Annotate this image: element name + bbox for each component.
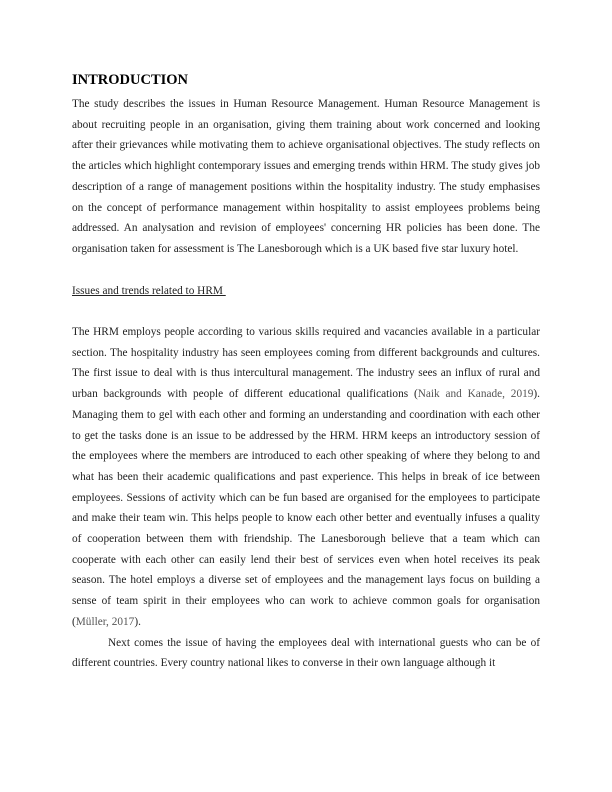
paragraph-spacer	[72, 301, 540, 322]
section-heading-introduction: INTRODUCTION	[72, 72, 189, 88]
document-page	[72, 70, 540, 674]
citation-naik-kanade: Naik and Kanade, 2019	[417, 388, 534, 401]
paragraph-international-guests: Next comes the issue of having the employees deal with international guests who can be of different countries. Every country national likes to converse in their own language although it	[72, 636, 540, 670]
paragraph-hrm-employs	[72, 322, 540, 633]
intro-paragraph: The study describes the issues in Human Resource Management. Human Resource Management is about recruiting people in an organisation, giving them training about work concerned and looking after their grievances while motivating them to achieve organisational objectives. The study reflects on the articles which highlight contemporary issues and emerging trends within HRM. The study gives job description of a range of management positions within the hospitality industry. The study emphasises on the concept of performance management within hospitality to assist employees problems being addressed. An analysation and revision of employees' concerning HR policies has been done. The organisation taken for assessment is The Lanesborough which is a UK based five star luxury hotel.	[72, 98, 541, 255]
paragraph-text: The HRM employs people according to various skills required and vacancies available in a particular section. The hospitality industry has seen employees coming from different backgrounds and cultures. The first issue to deal with is thus intercultural management. The industry sees an influx of rural and urban backgrounds with people of different educational qualifications (	[72, 326, 540, 401]
paragraph-text: ).	[134, 615, 141, 628]
subheading-issues-trends: Issues and trends related to HRM	[72, 284, 226, 297]
paragraph-text: ). Managing them to gel with each other and forming an understanding and coordination with each other to get the tasks done is an issue to be addressed by the HRM. HRM keeps an introductory session of the employees where the members are introduced to each other speaking of where they belong to and what has been their academic qualifications and past experience. This helps in break of ice between employees. Sessions of activity which can be fun based are organised for the employees to participate and make their team win. This helps people to know each other better and eventually infuses a quality of cooperation between them with friendship. The Lanesborough believe that a team which can cooperate with each other can easily lend their best of services even when hotel receives its peak season. The hotel employs a diverse set of employees and the management lays focus on building a sense of team spirit in their employees who can work to achieve common goals for organisation (	[72, 388, 540, 628]
citation-muller: Müller, 2017	[75, 615, 135, 628]
